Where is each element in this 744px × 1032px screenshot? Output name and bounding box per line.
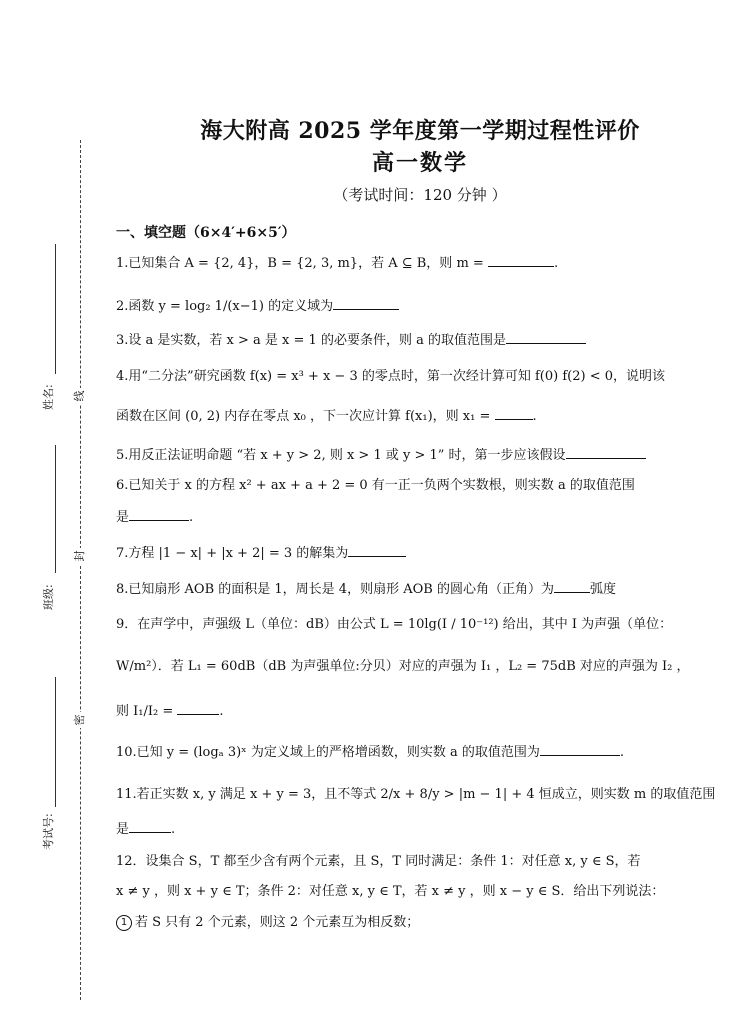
question-4-line-1 bbox=[116, 368, 676, 386]
cut-char-xian: 线 bbox=[72, 388, 88, 404]
question-text: 2.函数 y = log₂ 1/(x−1) 的定义域为 bbox=[116, 299, 334, 314]
exam-subtitle: 高一数学 bbox=[371, 150, 468, 176]
class-line bbox=[55, 445, 56, 573]
question-6-line-2: 是 . bbox=[116, 510, 194, 525]
question-11-line-1 bbox=[116, 786, 716, 804]
question-text: 5.用反正法证明命题 “若 x + y > 2, 则 x > 1 或 y > 1” 时，第一步应该假设 bbox=[116, 448, 566, 463]
question-text: 3.设 a 是实数，若 x > a 是 x = 1 的必要条件，则 a 的取值范围是 bbox=[116, 333, 506, 348]
circled-number: 1 bbox=[116, 915, 132, 931]
name-label: 姓名: bbox=[42, 384, 55, 410]
section-heading: 一、填空题（6×4′+6×5′） bbox=[116, 225, 296, 241]
question-text: 8.已知扇形 AOB 的面积是 1，周长是 4，则扇形 AOB 的圆心角（正角）为 bbox=[116, 582, 554, 597]
exam-number-line bbox=[55, 677, 56, 807]
answer-blank[interactable] bbox=[540, 743, 620, 756]
question-text: 10.已知 y = (logₐ 3)ˣ 为定义域上的严格增函数，则实数 a 的取值范围为 bbox=[116, 745, 540, 760]
question-text: 是 bbox=[116, 510, 130, 525]
answer-blank[interactable] bbox=[495, 407, 533, 420]
answer-blank[interactable] bbox=[129, 508, 189, 521]
question-text: 是 bbox=[116, 822, 130, 837]
class-label: 班级: bbox=[42, 584, 55, 610]
question-12-line-1 bbox=[116, 853, 676, 871]
cut-char-feng: 封 bbox=[72, 548, 88, 564]
answer-blank[interactable] bbox=[129, 820, 171, 833]
cut-line bbox=[80, 140, 81, 1000]
question-text: 9．在声学中，声强级 L（单位：dB）由公式 L = 10lg(I / 10⁻¹²) 给出，其中 I 为声强（单位： bbox=[116, 617, 673, 632]
question-2 bbox=[116, 297, 676, 316]
question-text: W/m²）．若 L₁ = 60dB（dB 为声强单位:分贝）对应的声强为 I₁ ，L₂ = 75dB 对应的声强为 I₂ ， bbox=[116, 659, 690, 674]
binding-strip bbox=[0, 0, 110, 1032]
question-9-line-3: 则 I₁/I₂ = . bbox=[116, 704, 224, 719]
question-unit: 弧度 bbox=[589, 582, 616, 597]
question-12-option-1 bbox=[116, 914, 676, 932]
answer-blank[interactable] bbox=[348, 544, 406, 557]
question-text: 6.已知关于 x 的方程 x² + ax + a + 2 = 0 有一正一负两个实数根，则实数 a 的取值范围 bbox=[116, 478, 635, 493]
answer-blank[interactable] bbox=[333, 297, 399, 310]
question-text: 1.已知集合 A = {2, 4}，B = {2, 3, m}，若 A ⊆ B，则 m = bbox=[116, 256, 488, 271]
question-4-line-2: 函数在区间 (0, 2) 内存在零点 x₀ ，下一次应计算 f(x₁)，则 x₁ = . bbox=[116, 409, 537, 424]
question-text: 12．设集合 S，T 都至少含有两个元素，且 S，T 同时满足：条件 1：对任意 x, y ∈ S，若 bbox=[116, 854, 641, 869]
question-8 bbox=[116, 580, 676, 599]
question-9-line-1 bbox=[116, 616, 676, 634]
cut-char-mi: 密 bbox=[72, 712, 88, 728]
option-text: 若 S 只有 2 个元素，则这 2 个元素互为相反数； bbox=[135, 915, 420, 930]
exam-number-label: 考试号: bbox=[42, 813, 55, 850]
question-text: 则 I₁/I₂ = bbox=[116, 704, 178, 719]
question-3 bbox=[116, 331, 676, 350]
question-text: x ≠ y ，则 x + y ∈ T；条件 2：对任意 x, y ∈ T，若 x ≠ y ，则 x − y ∈ S．给出下列说法： bbox=[116, 884, 665, 899]
question-11-line-2: 是 . bbox=[116, 822, 176, 837]
answer-blank[interactable] bbox=[177, 702, 219, 715]
question-6-line-1 bbox=[116, 477, 676, 495]
answer-blank[interactable] bbox=[488, 254, 554, 267]
question-text: 4.用“二分法”研究函数 f(x) = x³ + x − 3 的零点时，第一次经计算可知 f(0) f(2) < 0，说明该 bbox=[116, 369, 666, 384]
question-12-line-2 bbox=[116, 883, 676, 901]
question-text: 函数在区间 (0, 2) 内存在零点 x₀ ，下一次应计算 f(x₁)，则 x₁ = bbox=[116, 409, 495, 424]
question-5 bbox=[116, 446, 676, 465]
question-text: 11.若正实数 x, y 满足 x + y = 3，且不等式 2/x + 8/y > |m − 1| + 4 恒成立，则实数 m 的取值范围 bbox=[116, 787, 716, 802]
exam-title: 海大附高 2025 学年度第一学期过程性评价 bbox=[200, 118, 640, 144]
answer-blank[interactable] bbox=[554, 580, 590, 593]
question-10: 10.已知 y = (logₐ 3)ˣ 为定义域上的严格增函数，则实数 a 的取值范围为 . bbox=[116, 745, 624, 760]
answer-blank[interactable] bbox=[506, 331, 586, 344]
name-line bbox=[55, 244, 56, 374]
answer-blank[interactable] bbox=[566, 446, 646, 459]
exam-time: （考试时间：120 分钟 ） bbox=[333, 186, 507, 204]
question-9-line-2 bbox=[116, 658, 690, 676]
question-7 bbox=[116, 544, 676, 563]
question-1: 1.已知集合 A = {2, 4}，B = {2, 3, m}，若 A ⊆ B，则 m = . bbox=[116, 256, 559, 271]
question-text: 7.方程 |1 − x| + |x + 2| = 3 的解集为 bbox=[116, 546, 349, 561]
